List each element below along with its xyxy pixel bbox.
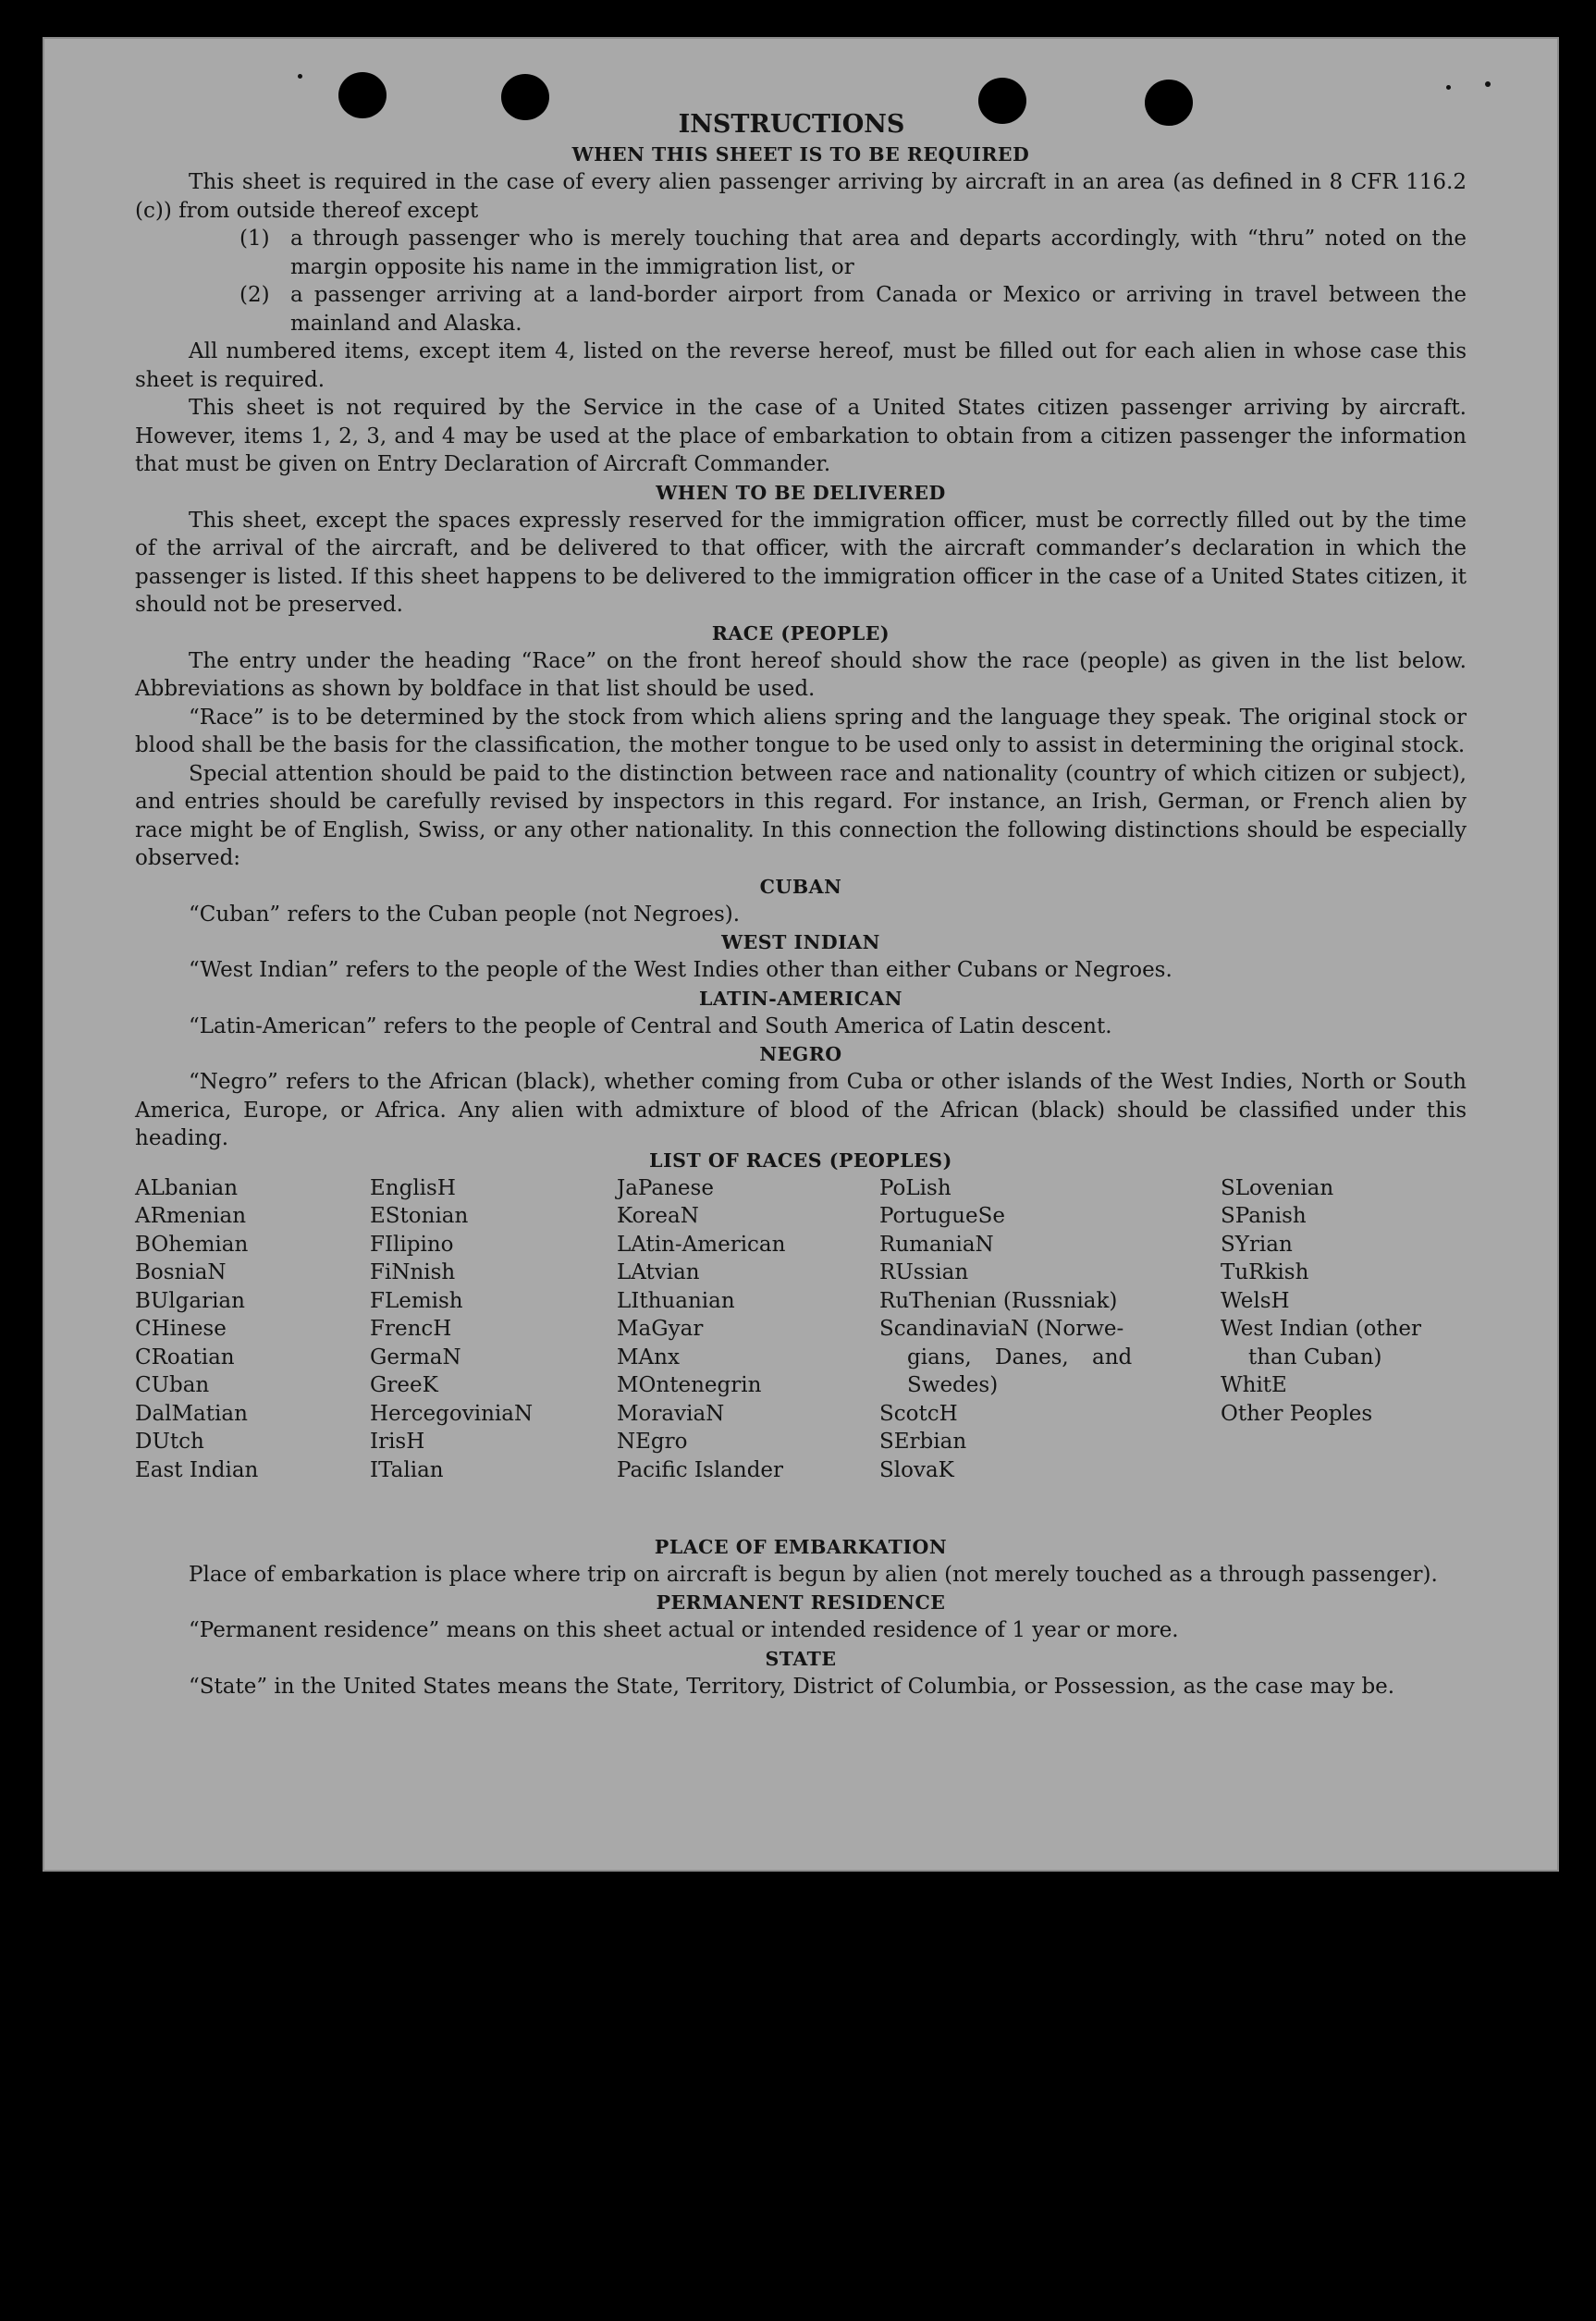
- list-item: [135, 225, 1467, 281]
- race-item: ARmenian: [135, 1204, 247, 1228]
- race-item: SlovaK: [879, 1457, 954, 1482]
- race-item: RumaniaN: [879, 1232, 994, 1257]
- race-item: TuRkish: [1221, 1260, 1309, 1284]
- race-item: PortugueSe: [879, 1204, 1005, 1228]
- race-item: ITalian: [370, 1457, 444, 1482]
- race-item: MAnx: [617, 1345, 680, 1369]
- paragraph: Special attention should be paid to the distinction between race and nationality (country of which citizen or subject), and entries should be carefully revised by inspectors in this regard. For instance, an Irish, German, or French alien by race might be of English, Swiss, or any other nationality. In this connection the following distinctions should be especially observed:: [135, 761, 1467, 870]
- races-column: [617, 1174, 785, 1485]
- document-sheet: [43, 37, 1559, 1872]
- race-item: MOntenegrin: [617, 1373, 762, 1397]
- race-item: SLovenian: [1221, 1175, 1334, 1200]
- race-item: Pacific Islander: [617, 1457, 784, 1482]
- race-item: HercegoviniaN: [370, 1401, 534, 1426]
- race-item: JaPanese: [617, 1175, 714, 1200]
- paragraph: “West Indian” refers to the people of the West Indies other than either Cubans or Negroes.: [189, 958, 1172, 982]
- paragraph: “Negro” refers to the African (black), whether coming from Cuba or other islands of the West Indies, North or South America, Europe, or Africa. Any alien with admixture of blood of the African (black) should be classified under this heading.: [135, 1070, 1467, 1150]
- race-item: FrencH: [370, 1317, 452, 1341]
- race-item: CHinese: [135, 1317, 227, 1341]
- race-item: FIlipino: [370, 1232, 454, 1257]
- races-list: [135, 1174, 1467, 1533]
- race-item: Other Peoples: [1221, 1401, 1373, 1426]
- races-column: [370, 1174, 533, 1485]
- heading-when-required: WHEN THIS SHEET IS TO BE REQUIRED: [571, 143, 1030, 166]
- heading-permanent-residence: PERMANENT RESIDENCE: [656, 1591, 946, 1614]
- race-item: NEgro: [617, 1430, 688, 1454]
- race-item: GreeK: [370, 1373, 438, 1397]
- race-item: FiNnish: [370, 1260, 456, 1284]
- paragraph: This sheet, except the spaces expressly reserved for the immigration officer, must be correctly filled out by the time of the arrival of the aircraft, and be delivered to that officer, with the aircraft commander’s declaration in which the passenger is listed. If this sheet happens to be delivered to the immigration officer in the case of a United States citizen, it should not be preserved.: [135, 508, 1467, 617]
- race-item: ScandinaviaN (Norwe-: [879, 1317, 1124, 1341]
- item-number: (1): [239, 227, 270, 251]
- heading-cuban: CUBAN: [759, 875, 842, 898]
- race-item: than Cuban): [1248, 1345, 1382, 1369]
- races-column: [879, 1174, 1157, 1485]
- paragraph: All numbered items, except item 4, listed on the reverse hereof, must be filled out for each alien in whose case this sheet is required.: [135, 339, 1467, 392]
- race-item: Swedes): [907, 1373, 999, 1397]
- race-item: ScotcH: [879, 1401, 958, 1426]
- race-item: IrisH: [370, 1430, 425, 1454]
- race-item: RuThenian (Russniak): [879, 1288, 1118, 1313]
- speck: [298, 74, 302, 79]
- heading-negro: NEGRO: [759, 1043, 842, 1065]
- paragraph: “Cuban” refers to the Cuban people (not Negroes).: [189, 902, 741, 927]
- race-item: WelsH: [1221, 1288, 1290, 1313]
- race-item: BOhemian: [135, 1232, 249, 1257]
- race-item: BosniaN: [135, 1260, 227, 1284]
- race-item: West Indian (other: [1221, 1317, 1422, 1341]
- race-item: SYrian: [1221, 1232, 1293, 1257]
- heading-state: STATE: [765, 1647, 837, 1670]
- race-item: KoreaN: [617, 1204, 699, 1228]
- item-text: a passenger arriving at a land-border airport from Canada or Mexico or arriving in travel between the mainland and Alaska.: [290, 283, 1467, 336]
- paragraph: Place of embarkation is place where trip on aircraft is begun by alien (not merely touched as a through passenger).: [189, 1562, 1438, 1587]
- paragraph: The entry under the heading “Race” on the front hereof should show the race (people) as given in the list below. Abbreviations as shown by boldface in that list should be used.: [135, 648, 1467, 701]
- races-column: [1221, 1174, 1468, 1429]
- paragraph: This sheet is not required by the Service in the case of a United States citizen passenger arriving by aircraft. However, items 1, 2, 3, and 4 may be used at the place of embarkation to obtain from a citizen passenger the information that must be given on Entry Declaration of Aircraft Commander.: [135, 396, 1467, 476]
- heading-west-indian: WEST INDIAN: [721, 931, 880, 953]
- race-item: LAtvian: [617, 1260, 700, 1284]
- race-item: SErbian: [879, 1430, 967, 1454]
- race-item: PoLish: [879, 1175, 951, 1200]
- race-item: MoraviaN: [617, 1401, 725, 1426]
- paragraph: “Latin-American” refers to the people of Central and South America of Latin descent.: [189, 1013, 1112, 1038]
- race-item: WhitE: [1221, 1373, 1287, 1397]
- race-item: ALbanian: [135, 1175, 239, 1200]
- paragraph: “Permanent residence” means on this sheet actual or intended residence of 1 year or more.: [189, 1618, 1179, 1642]
- race-item: FLemish: [370, 1288, 463, 1313]
- race-item: LIthuanian: [617, 1288, 735, 1313]
- heading-embarkation: PLACE OF EMBARKATION: [654, 1535, 948, 1558]
- heading-list-of-races: LIST OF RACES (PEOPLES): [649, 1148, 952, 1172]
- race-item: SPanish: [1221, 1204, 1307, 1228]
- race-item: EnglisH: [370, 1175, 456, 1200]
- race-item: DUtch: [135, 1430, 204, 1454]
- heading-when-delivered: WHEN TO BE DELIVERED: [656, 481, 946, 504]
- speck: [1446, 85, 1451, 90]
- item-text: a through passenger who is merely touching that area and departs accordingly, with “thru” noted on the margin opposite his name in the immigration list, or: [290, 227, 1467, 279]
- race-item: MaGyar: [617, 1317, 704, 1341]
- speck: [1485, 81, 1491, 87]
- heading-latin-american: LATIN-AMERICAN: [698, 987, 903, 1010]
- list-item: [135, 281, 1467, 338]
- race-item: RUssian: [879, 1260, 969, 1284]
- race-item: BUlgarian: [135, 1288, 245, 1313]
- races-column: [135, 1174, 258, 1485]
- item-number: (2): [239, 283, 270, 307]
- race-item: LAtin-American: [617, 1232, 786, 1257]
- race-item: CUban: [135, 1373, 210, 1397]
- race-item: EStonian: [370, 1204, 469, 1228]
- race-item: gians, Danes, and: [907, 1345, 1133, 1369]
- race-item: East Indian: [135, 1457, 259, 1482]
- paragraph: “State” in the United States means the State, Territory, District of Columbia, or Possession, as the case may be.: [189, 1674, 1395, 1699]
- heading-race: RACE (PEOPLE): [711, 621, 890, 645]
- race-item: GermaN: [370, 1345, 461, 1369]
- paragraph: This sheet is required in the case of every alien passenger arriving by aircraft in an area (as defined in 8 CFR 116.2 (c)) from outside thereof except: [135, 170, 1467, 223]
- page-title: INSTRUCTIONS: [678, 110, 905, 139]
- race-item: CRoatian: [135, 1345, 235, 1369]
- paragraph: “Race” is to be determined by the stock from which aliens spring and the language they speak. The original stock or blood shall be the basis for the classification, the mother tongue to be used only to assist in determining the original stock.: [135, 705, 1467, 757]
- instructions-body: [135, 109, 1467, 1701]
- race-item: DalMatian: [135, 1401, 248, 1426]
